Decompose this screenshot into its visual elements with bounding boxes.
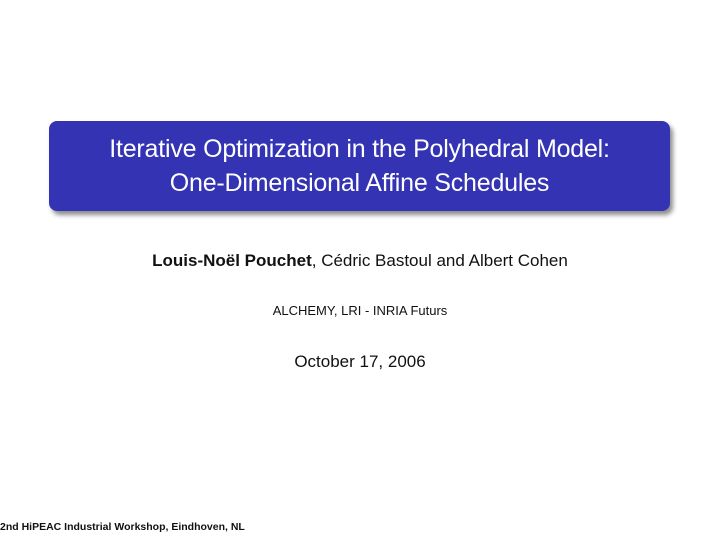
presentation-date: October 17, 2006 xyxy=(294,352,426,371)
authors xyxy=(0,249,720,273)
title-line-2: One-Dimensional Affine Schedules xyxy=(169,169,550,197)
co-authors: , Cédric Bastoul and Albert Cohen xyxy=(311,251,568,270)
main-author: Louis-Noël Pouchet xyxy=(152,251,312,270)
title-box xyxy=(49,121,670,211)
footer-event: 2nd HiPEAC Industrial Workshop, Eindhoven, NL xyxy=(0,521,245,533)
affiliation: ALCHEMY, LRI - INRIA Futurs xyxy=(272,303,448,318)
title-line-1: Iterative Optimization in the Polyhedral Model: xyxy=(109,135,610,163)
